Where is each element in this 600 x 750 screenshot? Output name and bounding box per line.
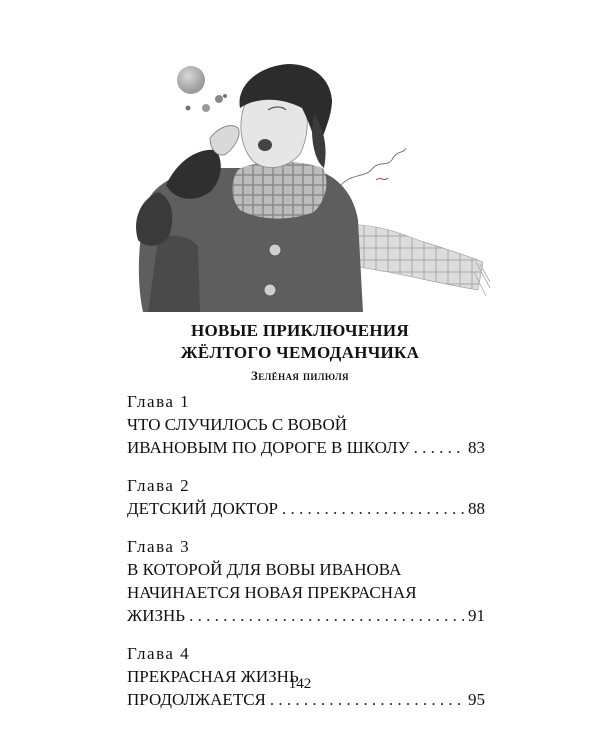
dot-leader <box>282 497 464 520</box>
chapter-page-number: 83 <box>468 438 485 457</box>
chapter-page-number: 88 <box>468 499 485 518</box>
toc-entry <box>127 535 485 627</box>
dot-leader <box>414 436 464 459</box>
boy-in-winter-coat-swallowing-pill-icon <box>118 50 492 312</box>
chapter-page-number: 91 <box>468 606 485 625</box>
chapter-title-line: В КОТОРОЙ ДЛЯ ВОВЫ ИВАНОВА <box>127 560 402 579</box>
book-title-line-2: ЖЁЛТОГО ЧЕМОДАНЧИКА <box>180 343 420 362</box>
chapter-title-last-line: ПРОДОЛЖАЕТСЯ <box>127 690 266 709</box>
chapter-label: Глава 4 <box>127 644 191 663</box>
chapter-title-line: ЧТО СЛУЧИЛОСЬ С ВОВОЙ <box>127 415 348 434</box>
chapter-title-line: НАЧИНАЕТСЯ НОВАЯ ПРЕКРАСНАЯ <box>127 583 417 602</box>
chapter-label: Глава 2 <box>127 476 191 495</box>
chapter-title-leader-line <box>127 497 485 520</box>
toc-entry <box>127 390 485 459</box>
toc-entry <box>127 474 485 520</box>
chapter-title-last-line: ИВАНОВЫМ ПО ДОРОГЕ В ШКОЛУ <box>127 438 410 457</box>
dot-leader <box>189 604 464 627</box>
chapter-title-leader-line <box>127 436 485 459</box>
chapter-title-last-line: ДЕТСКИЙ ДОКТОР <box>127 499 278 518</box>
book-title-block <box>0 320 600 387</box>
book-subtitle: Зелёная пилюля <box>251 368 349 383</box>
chapter-page-number: 95 <box>468 690 485 709</box>
chapter-title-line: ПРЕКРАСНАЯ ЖИЗНЬ <box>127 667 299 686</box>
book-title-line-1: НОВЫЕ ПРИКЛЮЧЕНИЯ <box>190 321 410 340</box>
chapter-label: Глава 1 <box>127 392 191 411</box>
page-number: 142 <box>288 676 312 692</box>
chapter-label: Глава 3 <box>127 537 191 556</box>
chapter-title-leader-line <box>127 604 485 627</box>
chapter-title-last-line: ЖИЗНЬ <box>127 606 186 625</box>
